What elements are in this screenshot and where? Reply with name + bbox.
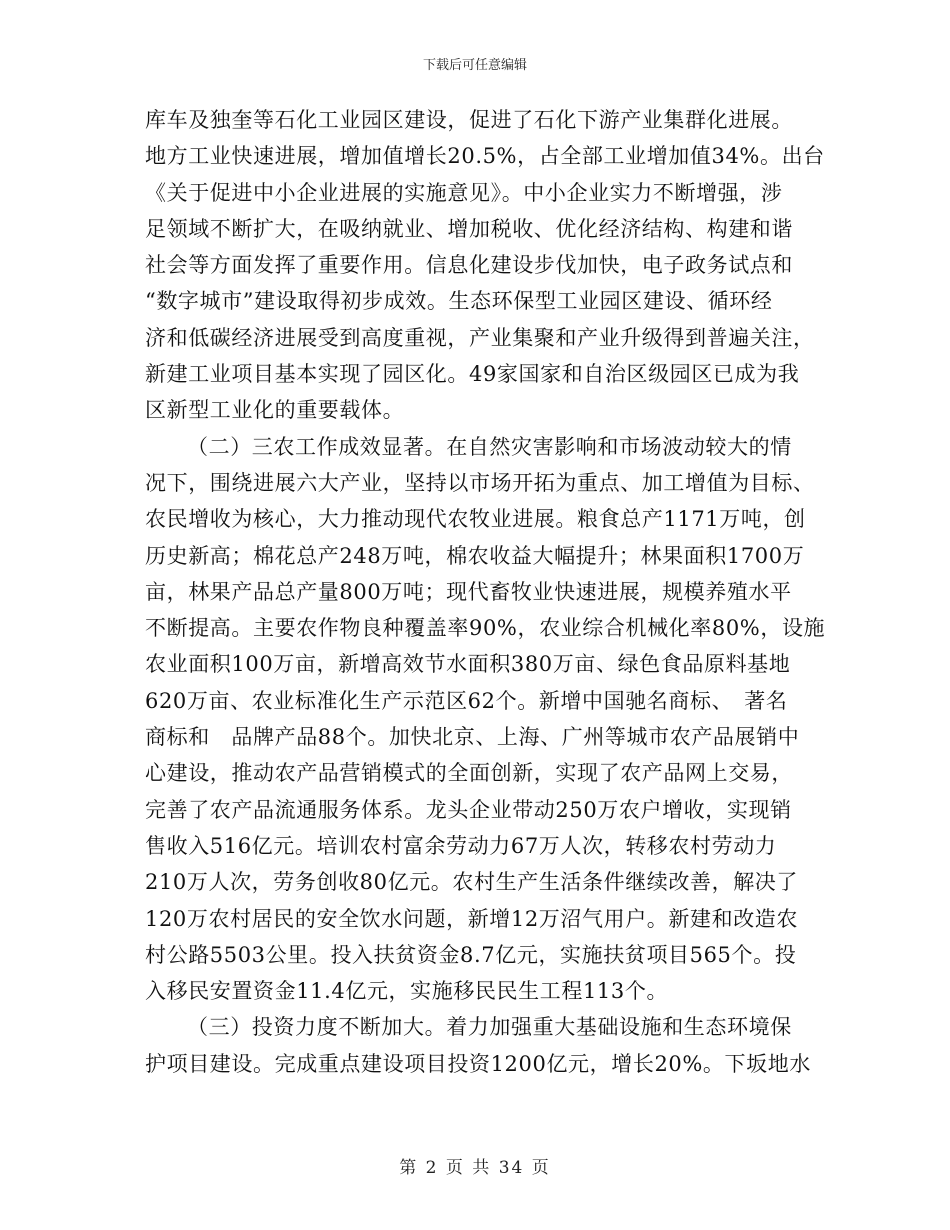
text-line: “数字城市”建设取得初步成效。生态环保型工业园区建设、循环经 — [145, 289, 773, 314]
text-line: 入移民安置资金11.4亿元，实施移民民生工程113个。 — [145, 979, 669, 1004]
text-line: 售收入516亿元。培训农村富余劳动力67万人次，转移农村劳动力 — [145, 833, 777, 858]
body-text — [145, 102, 826, 1082]
text-line: 足领域不断扩大，在吸纳就业、增加税收、优化经济结构、构建和谐 — [145, 216, 793, 241]
text-line: 农业面积100万亩，新增高效节水面积380万亩、绿色食品原料基地 — [145, 652, 791, 677]
paragraph-heading-line: （二）三农工作成效显著。在自然灾害影响和市场波动较大的情 — [187, 434, 792, 459]
paragraph-heading-line: （三）投资力度不断加大。着力加强重大基础设施和生态环境保 — [187, 1015, 792, 1040]
text-line: 不断提高。主要农作物良种覆盖率90%，农业综合机械化率80%，设施 — [145, 616, 826, 641]
text-line: 社会等方面发挥了重要作用。信息化建设步伐加快，电子政务试点和 — [145, 253, 793, 278]
page-footer: 第 2 页 共 34 页 — [399, 1158, 551, 1178]
text-line: 完善了农产品流通服务体系。龙头企业带动250万农户增收，实现销 — [145, 797, 792, 822]
text-line: 新建工业项目基本实现了园区化。49家国家和自治区级园区已成为我 — [145, 362, 800, 387]
text-line: 620万亩、农业标准化生产示范区62个。新增中国驰名商标、 著名 — [145, 688, 788, 713]
text-line: 地方工业快速进展，增加值增长20.5%，占全部工业增加值34%。出台 — [145, 144, 825, 169]
text-line: 护项目建设。完成重点建设项目投资1200亿元，增长20%。下坂地水 — [145, 1051, 811, 1076]
text-line: 《关于促进中小企业进展的实施意见》。中小企业实力不断增强，涉 — [145, 180, 783, 205]
text-line: 210万人次，劳务创收80亿元。农村生产生活条件继续改善，解决了 — [145, 870, 799, 895]
text-line: 心建设，推动农产品营销模式的全面创新，实现了农产品网上交易， — [145, 761, 793, 786]
text-line: 120万农村居民的安全饮水问题，新增12万沼气用户。新建和改造农 — [145, 906, 799, 931]
text-line: 历史新高；棉花总产248万吨，棉农收益大幅提升；林果面积1700万 — [145, 543, 805, 568]
text-line: 库车及独奎等石化工业园区建设，促进了石化下游产业集群化进展。 — [145, 108, 793, 132]
text-line: 济和低碳经济进展受到高度重视，产业集聚和产业升级得到普遍关注， — [145, 325, 815, 350]
text-line: 况下，围绕进展六大产业，坚持以市场开拓为重点、加工增值为目标、 — [145, 470, 815, 495]
text-line: 区新型工业化的重要载体。 — [145, 398, 405, 423]
page-header: 下载后可任意编辑 — [422, 58, 527, 73]
text-line: 农民增收为核心，大力推动现代农牧业进展。粮食总产1171万吨，创 — [145, 507, 806, 532]
text-line: 亩，林果产品总产量800万吨；现代畜牧业快速进展，规模养殖水平 — [145, 579, 792, 604]
text-line: 商标和 品牌产品88个。加快北京、上海、广州等城市农产品展销中 — [145, 725, 800, 750]
text-line: 村公路5503公里。投入扶贫资金8.7亿元，实施扶贫项目565个。投 — [145, 942, 797, 967]
